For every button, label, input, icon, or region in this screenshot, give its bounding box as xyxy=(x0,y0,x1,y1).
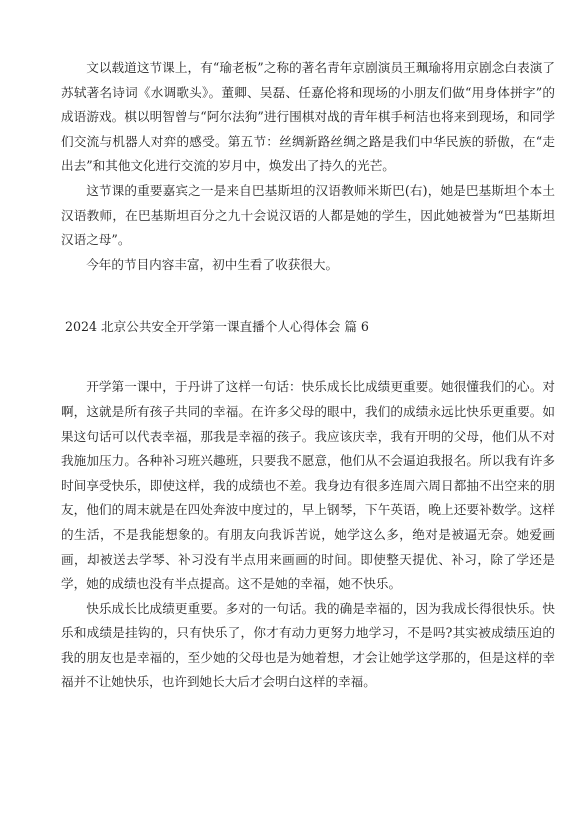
paragraph-pakistan-teacher: 这节课的重要嘉宾之一是来自巴基斯坦的汉语教师米斯巴(右)，她是巴基斯坦个本土汉语教师，在巴基斯坦百分之九十会说汉语的人都是她的学生，因此她被誉为“巴基斯坦汉语之母”。 xyxy=(61,182,555,248)
section-heading: 2024 北京公共安全开学第一课直播个人心得体会 篇 6 xyxy=(65,319,369,335)
paragraph-happiness-vs-grades: 快乐成长比成绩更重要。多对的一句话。我的确是幸福的，因为我成长得很快乐。快乐和成绩是挂钩的，只有快乐了，你才有动力更努力地学习，不是吗?其实被成绩压迫的我的朋友也是幸福的，至少她的父母也是为她着想，才会让她学这学那的，但是这样的幸福并不让她快乐，也许到她长大后才会明白这样的幸福。 xyxy=(61,600,555,690)
paragraph-happy-growth: 开学第一课中，于丹讲了这样一句话：快乐成长比成绩更重要。她很懂我们的心。对啊，这就是所有孩子共同的幸福。在许多父母的眼中，我们的成绩永远比快乐更重要。如果这句话可以代表幸福，那我是幸福的孩子。我应该庆幸，我有开明的父母，他们从不对我施加压力。各种补习班兴趣班，只要我不愿意，他们从不会逼迫我报名。所以我有许多时间享受快乐，即使这样，我的成绩也不差。我身边有很多连周六周日都抽不出空来的朋友，他们的周末就是在四处奔波中度过的，早上钢琴，下午英语，晚上还要补数学。这样的生活，不是我能想象的。有朋友向我诉苦说，她学这么多，绝对是被逼无奈。她爱画画，却被送去学琴、补习没有半点用来画画的时间。即使整天提优、补习，除了学还是学，她的成绩也没有半点提高。这不是她的幸福，她不快乐。 xyxy=(61,379,555,592)
paragraph-opening-lesson-guests: 文以载道这节课上，有“瑜老板”之称的著名青年京剧演员王珮瑜将用京剧念白表演了苏轼著名诗词《水调歌头》。董卿、吴磊、任嘉伦将和现场的小朋友们做“用身体拼字”的成语游戏。棋以明智曾与“阿尔法狗”进行围棋对战的青年棋手柯洁也将来到现场，和同学们交流与机器人对弈的感受。第五节：丝绸新路丝绸之路是我们中华民族的骄傲，在“走出去”和其他文化进行交流的岁月中，焕发出了持久的光芒。 xyxy=(61,60,555,174)
document-page xyxy=(61,56,555,695)
paragraph-program-summary: 今年的节目内容丰富，初中生看了收获很大。 xyxy=(86,256,339,272)
